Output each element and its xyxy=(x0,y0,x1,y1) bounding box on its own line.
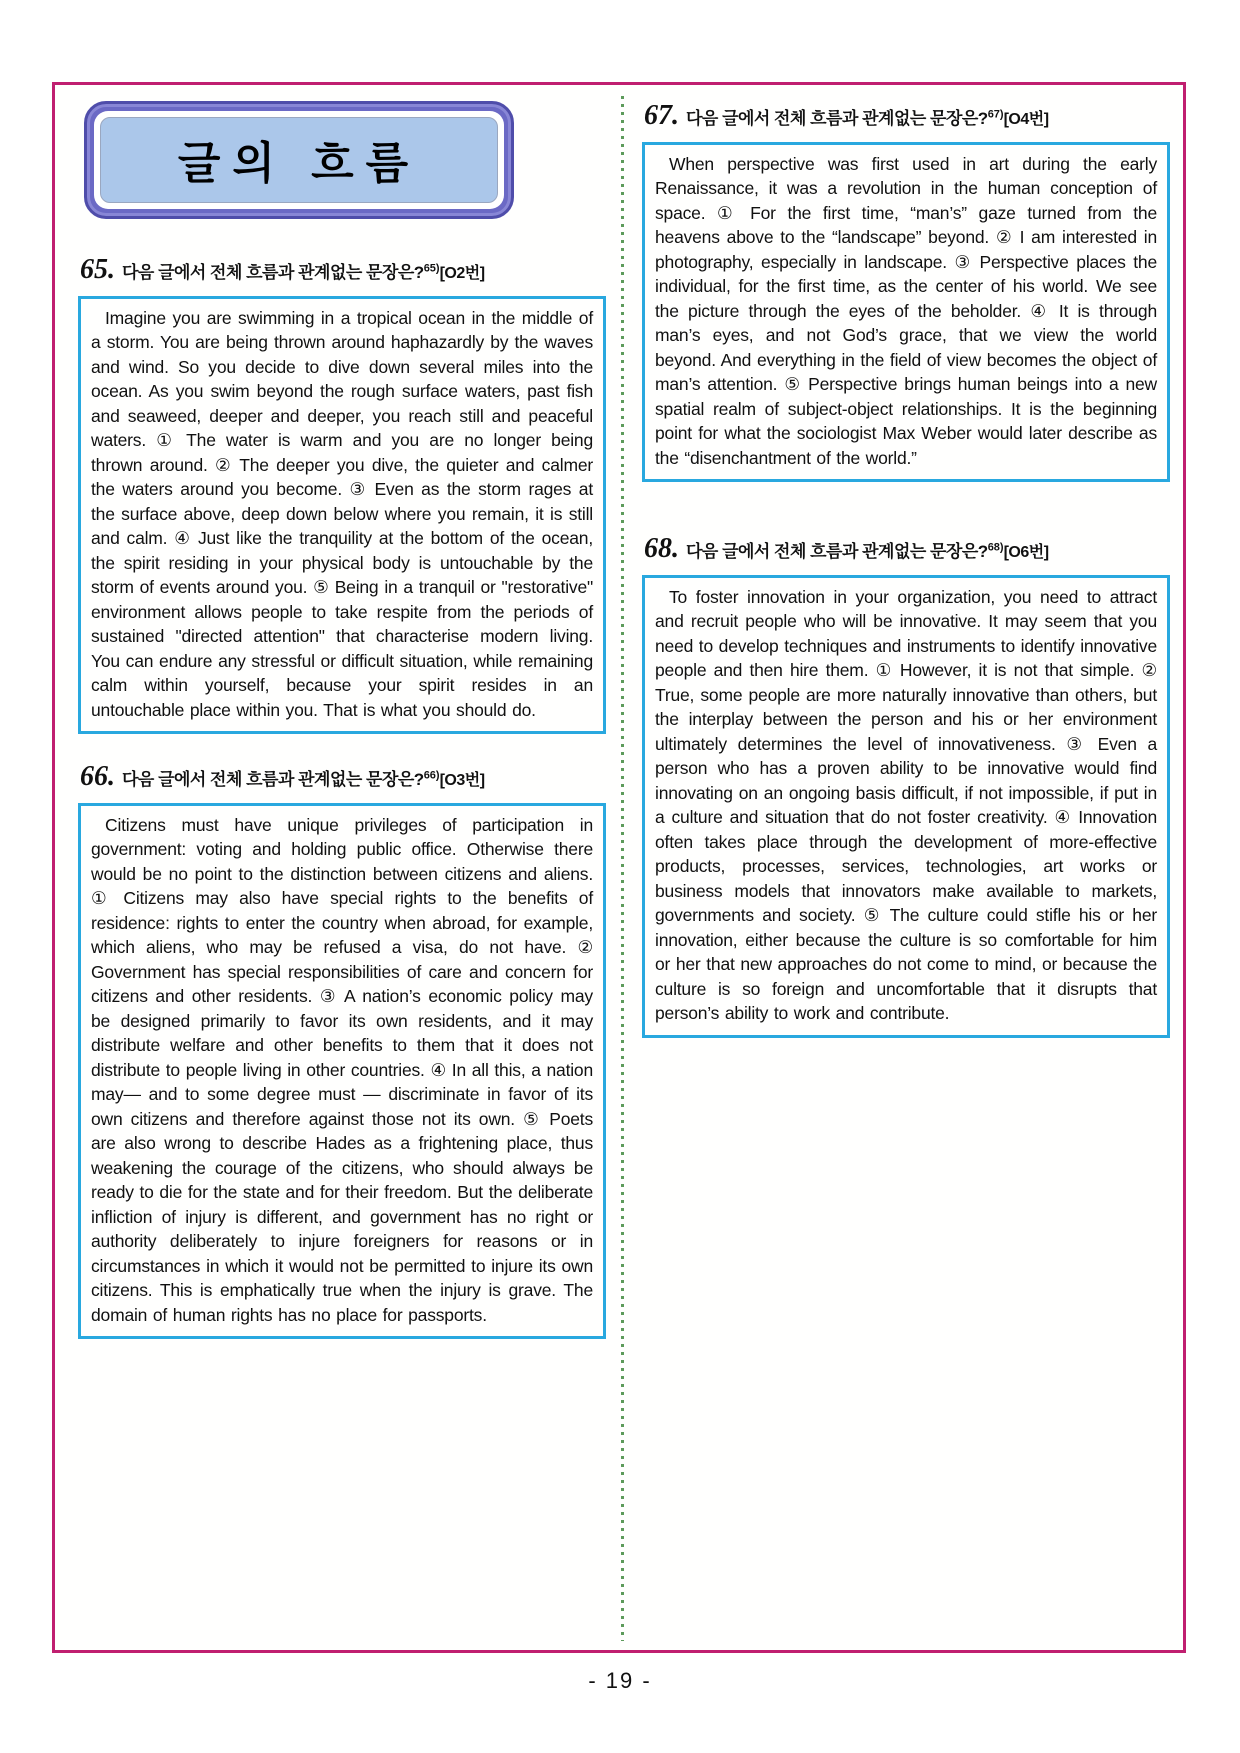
question-66-heading xyxy=(80,760,606,794)
left-column xyxy=(78,95,606,1365)
source-ref: [O3번] xyxy=(439,772,485,790)
title-banner xyxy=(84,101,514,219)
question-number: 67. xyxy=(644,100,679,131)
question-68-heading xyxy=(644,532,1170,566)
passage-text: Citizens must have unique privileges of participation in government: voting and holding public office. Otherwise there would be no point to the distinction between citizens and aliens. ① Citizens may also have special rights to the benefits of residence: rights to enter the country when abroad, for example, which aliens, who may be refused a visa, do not have. ② Government has special responsibilities of care and concern for citizens and other residents. ③ A nation’s economic policy may be designed primarily to favor its own residents, and it may distribute welfare and other benefits to them that it does not distribute to people living in other countries. ④ In all this, a nation may— and to some degree must — discriminate in favor of its own citizens and therefore against those not its own. ⑤ Poets are also wrong to describe Hades as a frightening place, thus weakening the courage of the citizens, who should always be ready to die for the state and for their freedom. But the deliberate infliction of injury is different, and government has no right or authority deliberately to injure foreigners for reasons or in circumstances in which it would not be permitted to injure its own citizens. This is emphatically true when the injury is grave. The domain of human rights has no place for passports. xyxy=(91,814,593,1325)
passage-text: When perspective was first used in art during the early Renaissance, it was a revolution in the human conception of space. ① For the first time, “man’s” gaze turned from the heavens above to the “landscape” beyond. ② I am interested in photography, especially in landscape. ③ Perspective places the individual, for the first time, as the center of his world. We see the picture through the eyes of the beholder. ④ It is through man’s eyes, and not God’s grace, that we view the world beyond. And everything in the field of view becomes the object of man’s attention. ⑤ Perspective brings human beings into a new spatial realm of subject-object relationships. It is the beginning point for what the sociologist Max Weber would later describe as the “disenchantment of the world.” xyxy=(655,153,1157,468)
question-number: 65. xyxy=(80,254,115,285)
question-prompt: 다음 글에서 전체 흐름과 관계없는 문장은? xyxy=(122,263,424,282)
passage-box xyxy=(642,575,1170,1038)
passage-box xyxy=(78,803,606,1340)
question-67-heading xyxy=(644,99,1170,133)
question-number: 66. xyxy=(80,761,115,793)
right-column xyxy=(642,95,1170,1365)
title-banner-text: 글의 흐름 xyxy=(100,117,498,203)
question-prompt: 다음 글에서 전체 흐름과 관계없는 문장은? xyxy=(686,109,988,128)
page-number: - 19 - xyxy=(588,1668,652,1693)
question-number: 68. xyxy=(644,533,679,565)
footnote-marker: 65) xyxy=(423,262,440,275)
question-68 xyxy=(642,532,1170,1038)
question-prompt: 다음 글에서 전체 흐름과 관계없는 문장은? xyxy=(686,542,988,562)
source-ref: [O4번] xyxy=(1003,111,1049,128)
passage-box xyxy=(78,296,606,735)
question-prompt: 다음 글에서 전체 흐름과 관계없는 문장은? xyxy=(122,770,424,790)
title-banner-ring xyxy=(94,111,504,209)
passage-text: To foster innovation in your organization, you need to attract and recruit people who will be innovative. It may seem that you need to develop techniques and instruments to identify innovative people and then hire them. ① However, it is not that simple. ② True, some people are more naturally innovative than others, but the interplay between the person and his or her environment ultimately determines the level of innovativeness. ③ Even a person who has a proven ability to be innovative would find innovating on an ongoing basis difficult, if not impossible, if put in a culture and situation that do not foster creativity. ④ Innovation often takes place through the development of more-effective products, processes, services, technologies, art works or business models that innovators make available to markets, governments and society. ⑤ The culture could stifle his or her innovation, either because the culture is so comfortable for him or her that new approaches do not come to mind, or because the culture is so foreign and uncomfortable that it disrupts that person’s ability to work and contribute. xyxy=(655,586,1157,1024)
passage-box xyxy=(642,142,1170,483)
question-65 xyxy=(78,253,606,734)
content-columns xyxy=(78,95,1170,1365)
footnote-marker: 68) xyxy=(987,541,1004,554)
footnote-marker: 67) xyxy=(987,108,1004,121)
passage-text: Imagine you are swimming in a tropical ocean in the middle of a storm. You are being thrown around haphazardly by the waves and wind. So you decide to dive down several miles into the ocean. As you swim beyond the rough surface waters, past fish and seaweed, deeper and deeper, you reach still and peaceful waters. ① The water is warm and you are no longer being thrown around. ② The deeper you dive, the quieter and calmer the waters around you become. ③ Even as the storm rages at the surface above, deep down below where you remain, it is still and calm. ④ Just like the tranquility at the bottom of the ocean, the spirit residing in your physical body is untouchable by the storm of events around you. ⑤ Being in a tranquil or "restorative" environment allows people to take respite from the periods of sustained "directed attention" that characterise modern living. You can endure any stressful or difficult situation, while remaining calm within yourself, because your spirit resides in an untouchable place within you. That is what you should do. xyxy=(91,307,593,720)
footnote-marker: 66) xyxy=(423,769,440,782)
question-66 xyxy=(78,760,606,1339)
source-ref: [O6번] xyxy=(1003,544,1049,562)
source-ref: [O2번] xyxy=(439,265,485,282)
question-65-heading xyxy=(80,253,606,287)
question-67 xyxy=(642,99,1170,482)
